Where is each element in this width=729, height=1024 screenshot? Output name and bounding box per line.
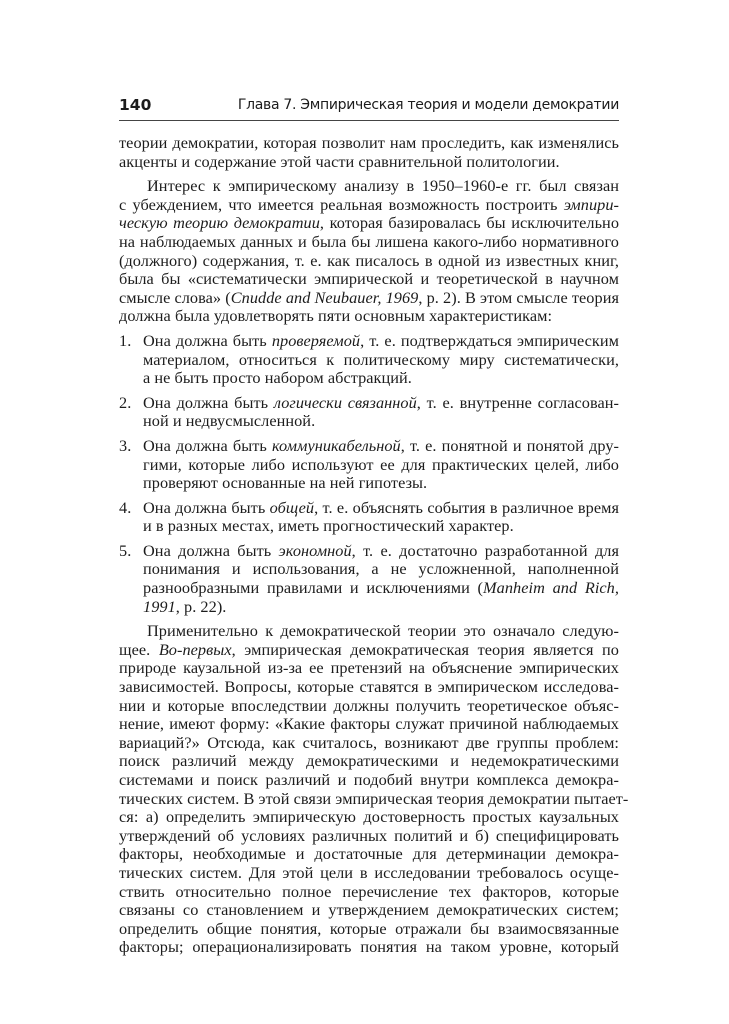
text-line: теории демократии, которая позволит нам проследить, как изменялись bbox=[119, 133, 619, 152]
citation: 1991 bbox=[143, 596, 176, 616]
list-item bbox=[119, 332, 619, 388]
text-line: зависимостей. Вопросы, которые ставятся в эмпирическом исследова- bbox=[119, 677, 619, 697]
text-line: а не быть просто набором абстракций. bbox=[143, 368, 412, 388]
text-line: ческую теорию демократии, которая базировалась бы исключительно bbox=[119, 213, 620, 233]
list-number: 5. bbox=[119, 540, 132, 560]
list-number: 2. bbox=[119, 392, 132, 412]
text-line: тических систем. В этой связи эмпирическая теория демократии пытает- bbox=[119, 788, 629, 808]
text-line: на наблюдаемых данных и была бы лишена какого-либо нормативного bbox=[119, 231, 619, 251]
list-item bbox=[119, 542, 619, 616]
text-line: ной и недвусмысленной. bbox=[143, 411, 316, 431]
list-item bbox=[119, 437, 619, 493]
text-line: факторы, необходимые и достаточные для детерминации демокра- bbox=[119, 844, 619, 864]
emphasis: Во-первых bbox=[158, 639, 232, 659]
paragraph-1 bbox=[119, 134, 619, 171]
text-line: вариаций?» Отсюда, как считалось, возникают две группы проблем: bbox=[119, 732, 619, 752]
list-number: 1. bbox=[119, 330, 132, 350]
text-line: (должного) содержания, т. е. как писалось в одной из известных книг, bbox=[119, 250, 619, 270]
text-line: Интерес к эмпирическому анализу в 1950–1960-е гг. был связан bbox=[147, 176, 619, 196]
list-number: 3. bbox=[119, 435, 132, 455]
text-line: системами и поиск различий и подобий внутри комплекса демокра- bbox=[119, 770, 619, 789]
text-line: поиск различий между демократическими и недемократическими bbox=[119, 751, 619, 771]
text-line: понимания и использования, а не усложненной, наполненной bbox=[143, 559, 619, 579]
text-line: ся: а) определить эмпирическую достоверность простых каузальных bbox=[119, 807, 619, 827]
list-number: 4. bbox=[119, 497, 132, 517]
emphasis: логически связанной bbox=[273, 392, 417, 412]
paragraph-3 bbox=[119, 621, 629, 957]
text-line: должна была удовлетворять пяти основным характеристикам: bbox=[119, 306, 553, 326]
text-line: материалом, относиться к политическому миру систематически, bbox=[143, 349, 619, 369]
citation: Manheim and Rich, bbox=[483, 578, 619, 598]
emphasis: проверяемой bbox=[271, 330, 361, 350]
emphasis: общей bbox=[269, 497, 315, 517]
emphasis: эмпири- bbox=[563, 194, 619, 214]
text-line: ствить относительно полное перечисление тех факторов, которые bbox=[119, 881, 619, 901]
text-line: Она должна быть общей, т. е. объяснять события в различное время bbox=[143, 497, 619, 517]
page-body bbox=[119, 133, 629, 957]
list-item bbox=[119, 499, 619, 536]
text-line: с убеждением, что имеется реальная возможность построить эмпири- bbox=[119, 194, 619, 214]
text-line: связаны со становлением и утверждением демократических систем; bbox=[119, 900, 619, 920]
page-header bbox=[119, 96, 619, 121]
text-line: была бы «систематически эмпирической и теоретической в научном bbox=[119, 269, 619, 289]
text-line: Применительно к демократической теории это означало следую- bbox=[147, 621, 619, 641]
text-line: гими, которые либо используют ее для практических целей, либо bbox=[143, 454, 619, 474]
text-line: нии и которые впоследствии должны получить теоретическое объяс- bbox=[119, 695, 619, 715]
paragraph-2 bbox=[119, 177, 619, 326]
page-number: 140 bbox=[119, 96, 152, 114]
emphasis: ческую теорию демократии bbox=[119, 213, 320, 233]
text-line: нение, имеют форму: «Какие факторы служат причиной наблюдаемых bbox=[119, 714, 619, 734]
text-line: щее. Во-первых, эмпирическая демократическая теория является по bbox=[119, 639, 620, 659]
numbered-list bbox=[119, 332, 619, 616]
text-line: смысле слова» (Cnudde and Neubauer, 1969, p. 2). В этом смысле теория bbox=[119, 287, 619, 307]
emphasis: экономной bbox=[278, 540, 352, 560]
text-line: утверждений об условиях различных политий и б) специфицировать bbox=[119, 825, 619, 845]
text-line: разнообразными правилами и исключениями (Manheim and Rich, bbox=[143, 578, 619, 598]
text-line: 1991, p. 22). bbox=[143, 596, 227, 616]
text-line: определить общие понятия, которые отражали бы взаимосвязанные bbox=[119, 918, 619, 938]
text-line: Она должна быть экономной, т. е. достаточно разработанной для bbox=[143, 540, 619, 560]
list-item bbox=[119, 394, 619, 431]
citation: Cnudde and Neubauer, 1969 bbox=[230, 287, 419, 307]
text-line: Она должна быть коммуникабельной, т. е. понятной и понятой дру- bbox=[143, 435, 619, 455]
text-line: акценты и содержание этой части сравнительной политологии. bbox=[119, 151, 560, 171]
text-line: проверяют основанные на ней гипотезы. bbox=[143, 473, 428, 493]
text-line: тических систем. Для этой цели в исследовании требовалось осуще- bbox=[119, 862, 619, 882]
text-line: Она должна быть логически связанной, т. е. внутренне согласован- bbox=[143, 392, 619, 412]
text-line: факторы; операционализировать понятия на таком уровне, который bbox=[119, 937, 619, 957]
emphasis: коммуникабельной bbox=[271, 435, 401, 455]
text-line: Она должна быть проверяемой, т. е. подтверждаться эмпирическим bbox=[143, 330, 619, 350]
text-line: и в разных местах, иметь прогностический характер. bbox=[143, 516, 514, 536]
text-line: природе каузальной из-за ее претензий на объяснение эмпирических bbox=[119, 658, 619, 678]
running-title: Глава 7. Эмпирическая теория и модели демократии bbox=[237, 97, 619, 113]
